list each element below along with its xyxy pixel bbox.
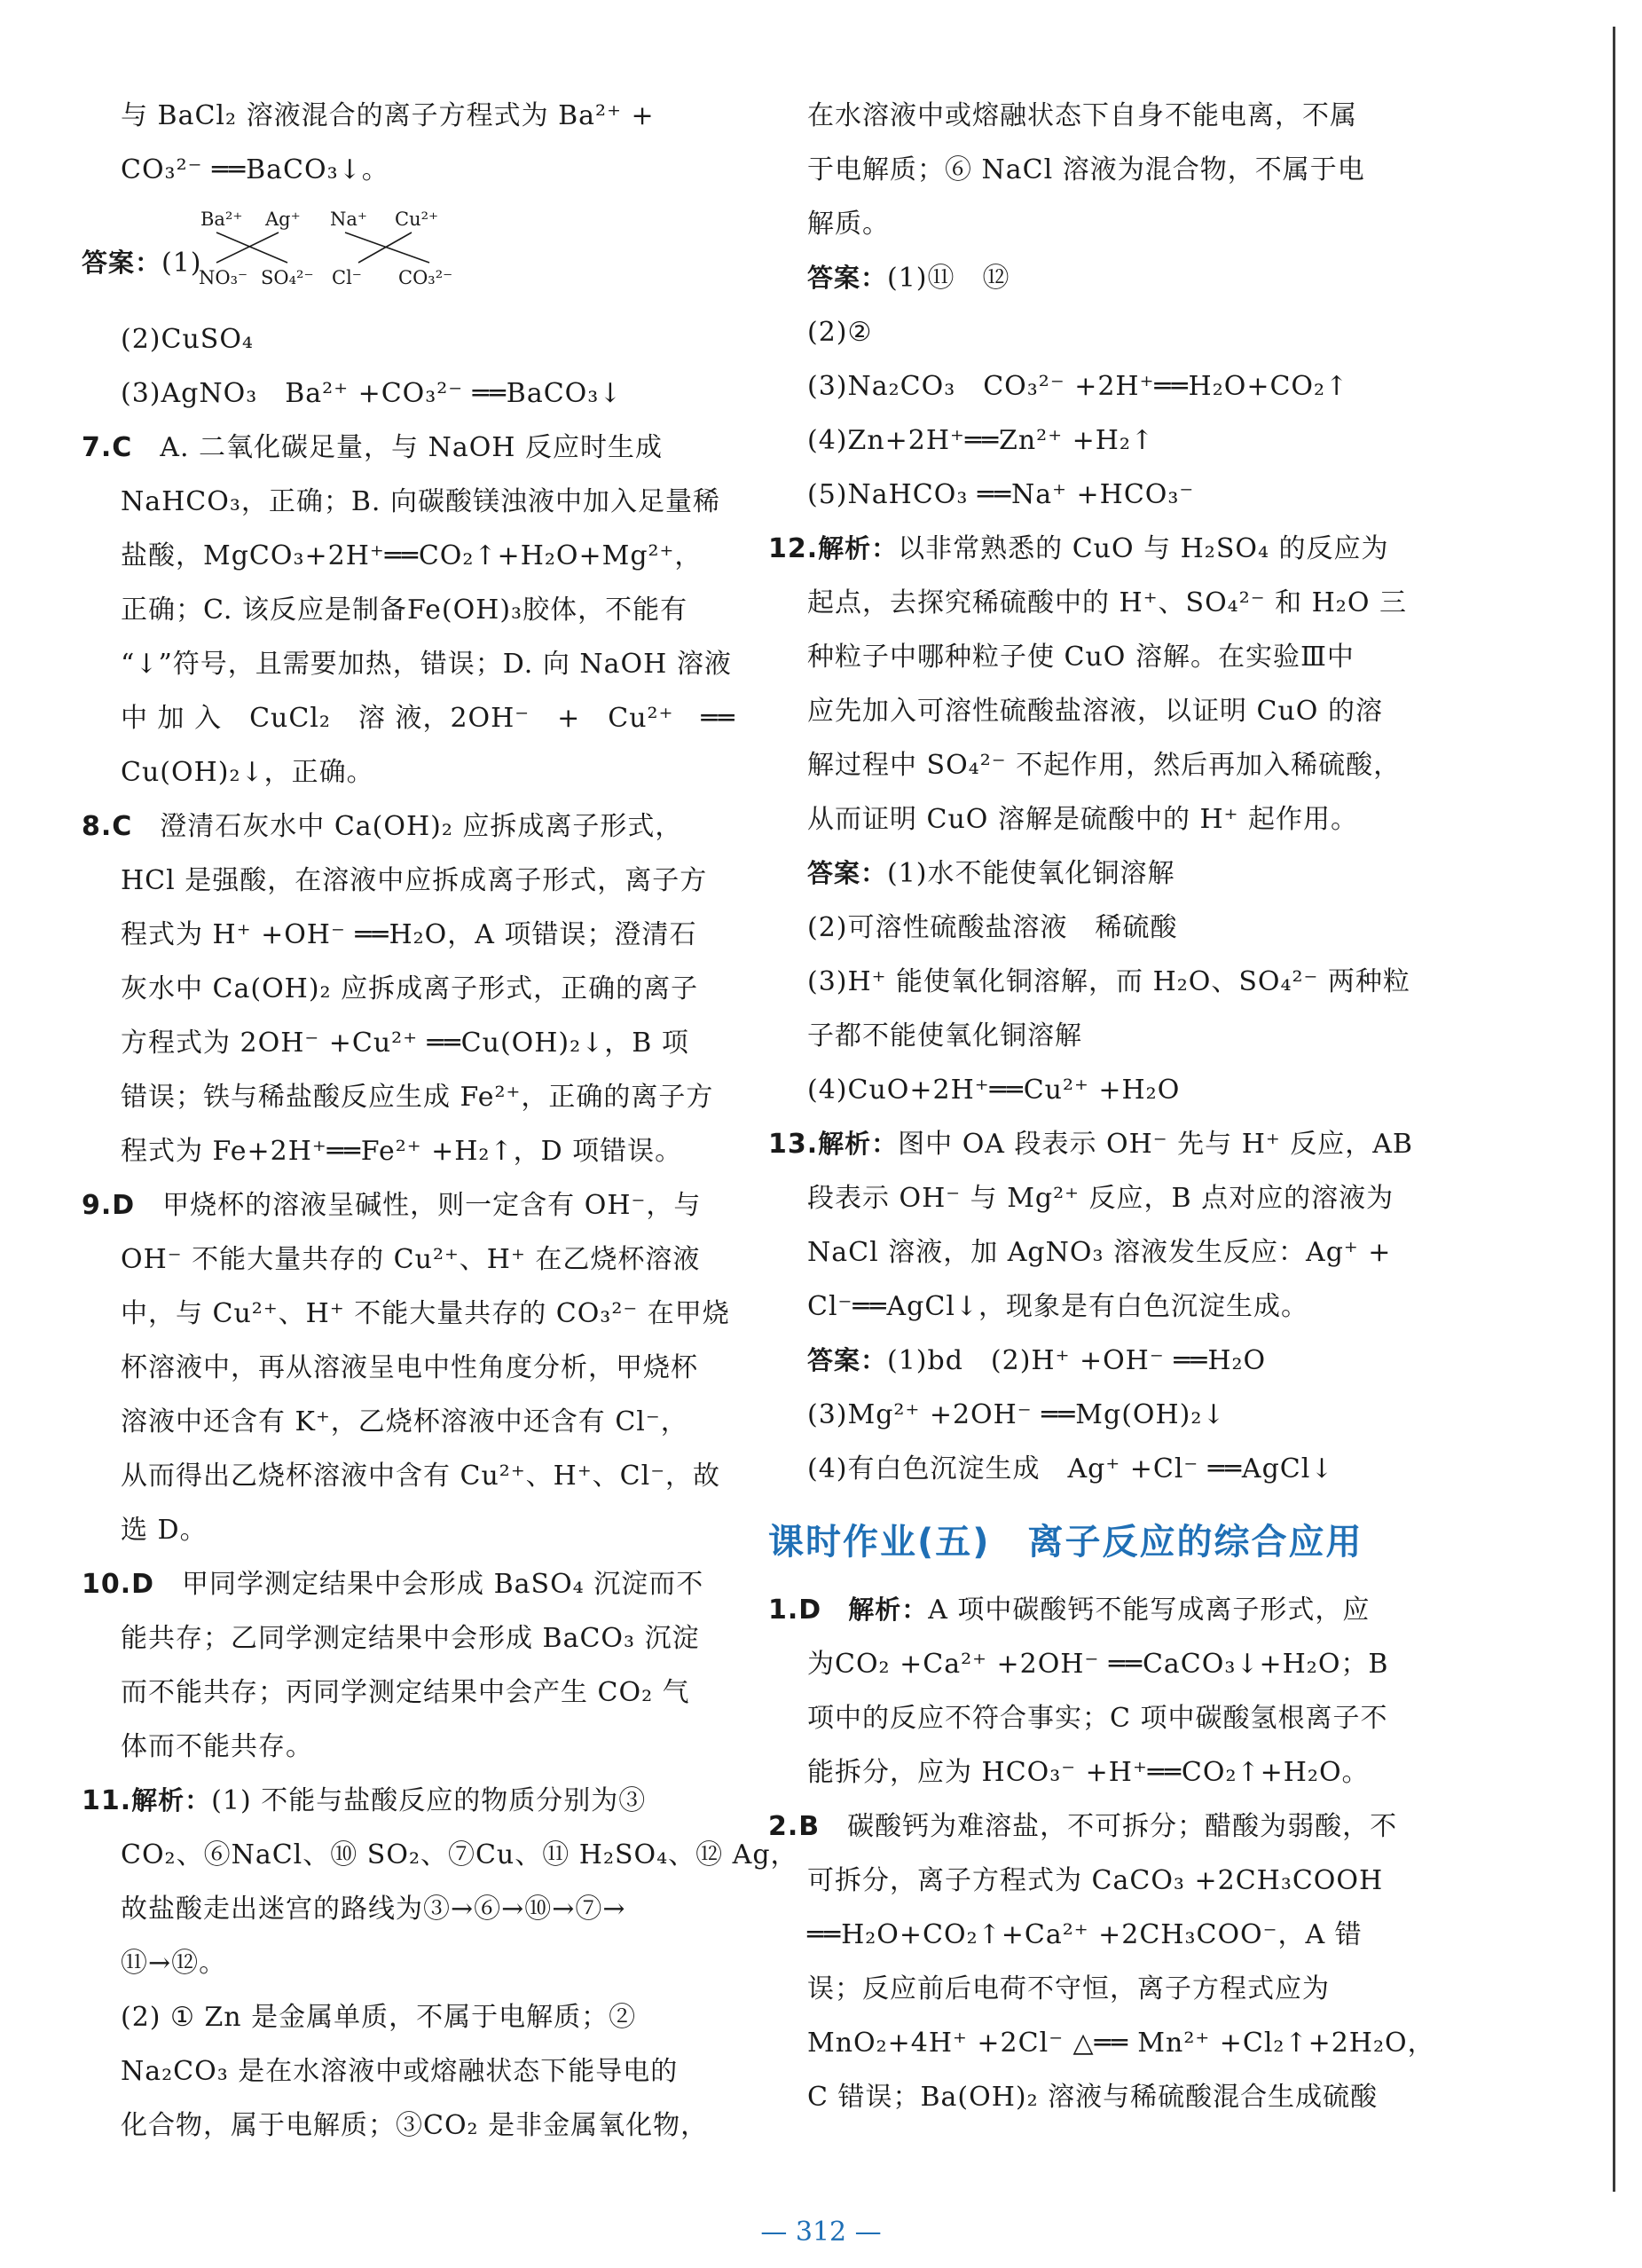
line-text: 从而得出乙烧杯溶液中含有 Cu²⁺、H⁺、Cl⁻，故 [121, 1461, 721, 1492]
question-number: 10.D [82, 1569, 155, 1600]
question-line [82, 1774, 703, 1828]
text-line [82, 1232, 703, 1287]
question-line [768, 1583, 1398, 1637]
line-text: OH⁻ 不能大量共存的 Cu²⁺、H⁺ 在乙烧杯溶液 [121, 1244, 701, 1275]
text-line [768, 955, 1410, 1009]
text-line [82, 908, 703, 962]
text-line [82, 1990, 703, 2044]
line-text: (4)CuO+2H⁺══Cu²⁺ +H₂O [807, 1075, 1181, 1106]
anion-label: SO₄²⁻ [261, 267, 314, 288]
line-text: 解质。 [807, 209, 890, 240]
line-text: 以非常熟悉的 CuO 与 H₂SO₄ 的反应为 [898, 533, 1389, 564]
line-text: 于电解质；⑥ NaCl 溶液为混合物，不属于电 [807, 154, 1365, 185]
line-text: (1)水不能使氧化铜溶解 [887, 858, 1175, 889]
text-line [82, 1341, 703, 1395]
text-line [768, 901, 1398, 955]
line-text: 解过程中 SO₄²⁻ 不起作用，然后再加入稀硫酸， [807, 750, 1402, 781]
line-text: 程式为 H⁺ +OH⁻ ══H₂O，A 项错误；澄清石 [121, 919, 697, 950]
text-line [768, 1442, 1398, 1496]
question-line [82, 1178, 703, 1232]
text-line [768, 143, 1398, 197]
page-number: — 312 — [760, 2217, 882, 2248]
anion-label: CO₃²⁻ [398, 267, 453, 288]
line-text: 起点，去探究稀硫酸中的 H⁺、SO₄²⁻ 和 H₂O 三 [807, 587, 1407, 618]
section-heading: 课时作业(五) 离子反应的综合应用 [768, 1522, 1363, 1563]
text-line [768, 2070, 1398, 2124]
text-line [768, 1908, 1398, 1962]
question-number: 7.C [82, 432, 133, 463]
line-text: (2)② [807, 317, 873, 348]
line-text: Na₂CO₃ 是在水溶液中或熔融状态下能导电的 [121, 2056, 679, 2087]
text-line [768, 684, 1398, 738]
answer-label: 解析： [821, 1595, 929, 1625]
question-line [82, 1557, 703, 1611]
line-text: (3)Na₂CO₃ CO₃²⁻ +2H⁺══H₂O+CO₂↑ [807, 371, 1349, 402]
line-text: “↓”符号，且需要加热，错误；D. 向 NaOH 溶液 [121, 649, 732, 680]
text-line [82, 529, 703, 583]
text-line [768, 1225, 1398, 1280]
line-text: 种粒子中哪种粒子使 CuO 溶解。在实验Ⅲ中 [807, 642, 1355, 673]
question-line [82, 799, 703, 854]
text-line [768, 1962, 1398, 2016]
line-text: 为CO₂ +Ca²⁺ +2OH⁻ ══CaCO₃↓+H₂O；B [807, 1649, 1389, 1680]
line-text: 从而证明 CuO 溶解是硫酸中的 H⁺ 起作用。 [807, 804, 1359, 835]
question-number: 13. [768, 1129, 819, 1160]
answer-label: 答案： [82, 248, 162, 278]
line-text: 碳酸钙为难溶盐，不可拆分；醋酸为弱酸，不 [820, 1811, 1398, 1842]
question-line [768, 1117, 1413, 1171]
line-text: 中，与 Cu²⁺、H⁺ 不能大量共存的 CO₃²⁻ 在甲烧 [121, 1298, 730, 1329]
text-line [768, 1063, 1398, 1117]
line-text: ══H₂O+CO₂↑+Ca²⁺ +2CH₃COO⁻，A 错 [807, 1919, 1363, 1950]
text-line [82, 1070, 714, 1124]
page-edge-divider [1613, 27, 1615, 2192]
text-line [768, 251, 1398, 305]
line-text: 澄清石灰水中 Ca(OH)₂ 应拆成离子形式， [132, 811, 683, 842]
line-text: 溶液中还含有 K⁺，乙烧杯溶液中还含有 Cl⁻， [121, 1406, 688, 1437]
line-text: (2)可溶性硫酸盐溶液 稀硫酸 [807, 912, 1178, 943]
line-text: NaCl 溶液，加 AgNO₃ 溶液发生反应：Ag⁺ + [807, 1237, 1392, 1268]
line-text: (5)NaHCO₃ ══Na⁺ +HCO₃⁻ [807, 479, 1195, 510]
line-text: (1)bd (2)H⁺ +OH⁻ ══H₂O [887, 1345, 1267, 1376]
line-text: 在水溶液中或熔融状态下自身不能电离，不属 [807, 100, 1357, 131]
text-line [768, 1171, 1398, 1225]
line-text: 故盐酸走出迷宫的路线为③→⑥→⑩→⑦→ [121, 1894, 626, 1925]
connector-line [358, 232, 412, 263]
text-line [82, 745, 703, 799]
line-text: MnO₂+4H⁺ +2Cl⁻ △══ Mn²⁺ +Cl₂↑+2H₂O， [807, 2028, 1435, 2059]
cation-label: Ag⁺ [265, 209, 301, 230]
text-line [768, 305, 1398, 359]
answer-label: 解析： [818, 533, 899, 563]
question-line [768, 522, 1398, 576]
text-line [768, 197, 1398, 251]
line-text: HCl 是强酸，在溶液中应拆成离子形式，离子方 [121, 865, 708, 896]
line-text: 能拆分，应为 HCO₃⁻ +H⁺══CO₂↑+H₂O。 [807, 1757, 1370, 1788]
line-text: 体而不能共存。 [121, 1731, 313, 1762]
text-line [768, 1637, 1398, 1691]
right-column [768, 89, 1435, 2124]
line-text: 可拆分，离子方程式为 CaCO₃ +2CH₃COOH [807, 1865, 1384, 1896]
line-text: 中 加 入 CuCl₂ 溶 液，2OH⁻ + Cu²⁺ ══ [121, 703, 735, 734]
cation-label: Cu²⁺ [395, 209, 439, 230]
answer-label: 答案： [807, 858, 888, 888]
text-line [82, 2099, 709, 2153]
line-text: (2) ① Zn 是金属单质，不属于电解质；② [121, 2002, 637, 2033]
text-line [768, 1745, 1398, 1799]
line-text: (1) 不能与盐酸反应的物质分别为③ [211, 1785, 647, 1816]
answer-label: 解析： [818, 1129, 899, 1159]
line-text: 子都不能使氧化铜溶解 [807, 1020, 1082, 1051]
ion-matching-diagram [82, 202, 703, 309]
text-line [768, 1388, 1398, 1442]
line-text: 误；反应前后电荷不守恒，离子方程式应为 [807, 1973, 1330, 2004]
text-line [82, 89, 703, 143]
text-line [82, 1720, 703, 1774]
line-text: (1)⑪ ⑫ [887, 263, 1010, 294]
text-line [82, 1936, 703, 1990]
text-line [768, 792, 1398, 847]
question-number: 12. [768, 533, 819, 564]
line-text: 图中 OA 段表示 OH⁻ 先与 H⁺ 反应，AB [898, 1129, 1413, 1160]
line-text: 与 BaCl₂ 溶液混合的离子方程式为 Ba²⁺ + [121, 100, 655, 131]
line-text: NaHCO₃，正确；B. 向碳酸镁浊液中加入足量稀 [121, 486, 720, 517]
question-number: 2.B [768, 1811, 821, 1842]
line-text: 灰水中 Ca(OH)₂ 应拆成离子形式，正确的离子 [121, 973, 699, 1004]
line-text: 甲烧杯的溶液呈碱性，则一定含有 OH⁻，与 [135, 1190, 702, 1221]
line-text: (2)CuSO₄ [121, 324, 254, 355]
text-line [768, 1854, 1398, 1908]
text-line [768, 468, 1398, 522]
line-text: 方程式为 2OH⁻ +Cu²⁺ ══Cu(OH)₂↓，B 项 [121, 1028, 689, 1059]
line-text: CO₂、⑥NaCl、⑩ SO₂、⑦Cu、⑪ H₂SO₄、⑫ Ag， [121, 1839, 798, 1870]
line-text: (3)H⁺ 能使氧化铜溶解，而 H₂O、SO₄²⁻ 两种粒 [807, 966, 1410, 997]
line-text: ⑪→⑫。 [121, 1948, 227, 1979]
text-line [768, 1334, 1398, 1388]
text-line [768, 1009, 1398, 1063]
question-number: 11. [82, 1785, 132, 1816]
text-line [82, 1124, 703, 1178]
line-text: C 错误；Ba(OH)₂ 溶液与稀硫酸混合生成硫酸 [807, 2082, 1379, 2113]
text-line [82, 1882, 703, 1936]
text-line [768, 630, 1398, 684]
text-line [82, 1016, 703, 1070]
line-text: 而不能共存；丙同学测定结果中会产生 CO₂ 气 [121, 1677, 690, 1708]
answer-label: 解析： [131, 1785, 212, 1815]
line-text: 杯溶液中，再从溶液呈电中性角度分析，甲烧杯 [121, 1352, 698, 1383]
question-line [768, 1799, 1398, 1854]
line-text: (3)AgNO₃ Ba²⁺ +CO₃²⁻ ══BaCO₃↓ [121, 378, 623, 409]
line-text: 错误；铁与稀盐酸反应生成 Fe²⁺，正确的离子方 [121, 1082, 714, 1113]
text-line [82, 2044, 703, 2099]
text-line [82, 1449, 721, 1503]
text-line [768, 2016, 1435, 2070]
line-text: 化合物，属于电解质；③CO₂ 是非金属氧化物， [121, 2110, 709, 2141]
anion-label: Cl⁻ [332, 267, 362, 288]
text-line [82, 312, 703, 366]
line-text: (4)Zn+2H⁺══Zn²⁺ +H₂↑ [807, 425, 1155, 456]
text-line [768, 89, 1398, 143]
text-line [82, 143, 703, 197]
line-text: 盐酸，MgCO₃+2H⁺══CO₂↑+H₂O+Mg²⁺， [121, 540, 703, 571]
text-line [82, 1666, 703, 1720]
question-number: 8.C [82, 811, 133, 842]
line-text: (4)有白色沉淀生成 Ag⁺ +Cl⁻ ══AgCl↓ [807, 1453, 1334, 1484]
answer-label: 答案： [807, 263, 888, 293]
text-line [82, 637, 732, 691]
question-number: 9.D [82, 1190, 136, 1221]
line-text: Cu(OH)₂↓，正确。 [121, 757, 374, 788]
item-number: (1) [161, 248, 202, 279]
text-line [768, 738, 1402, 792]
cation-label: Na⁺ [330, 209, 367, 230]
text-line [82, 1395, 703, 1449]
answer-label: 答案： [807, 1345, 888, 1375]
text-line [82, 1828, 798, 1882]
line-text: (3)Mg²⁺ +2OH⁻ ══Mg(OH)₂↓ [807, 1399, 1226, 1430]
text-line [82, 366, 703, 421]
text-line [768, 1691, 1398, 1745]
line-text: Cl⁻══AgCl↓，现象是有白色沉淀生成。 [807, 1291, 1309, 1322]
line-text: 应先加入可溶性硫酸盐溶液，以证明 CuO 的溶 [807, 696, 1383, 727]
connector-line [345, 232, 429, 263]
anion-label: NO₃⁻ [199, 267, 248, 288]
line-text: 项中的反应不符合事实；C 项中碳酸氢根离子不 [807, 1703, 1388, 1734]
line-text: 程式为 Fe+2H⁺══Fe²⁺ +H₂↑，D 项错误。 [121, 1136, 683, 1167]
line-text: 正确；C. 该反应是制备Fe(OH)₃胶体，不能有 [121, 595, 688, 626]
text-line [82, 1611, 703, 1666]
text-line [82, 1287, 730, 1341]
line-text: 段表示 OH⁻ 与 Mg²⁺ 反应，B 点对应的溶液为 [807, 1183, 1395, 1214]
line-text: 选 D。 [121, 1515, 208, 1546]
line-text: 能共存；乙同学测定结果中会形成 BaCO₃ 沉淀 [121, 1623, 700, 1654]
text-line [768, 1280, 1398, 1334]
text-line [768, 847, 1398, 901]
line-text: CO₃²⁻ ══BaCO₃↓。 [121, 154, 389, 185]
cation-label: Ba²⁺ [200, 209, 243, 230]
text-line [768, 576, 1407, 630]
text-line [82, 962, 703, 1016]
line-text: 甲同学测定结果中会形成 BaSO₄ 沉淀而不 [154, 1569, 704, 1600]
text-line [82, 691, 735, 745]
text-line [82, 475, 720, 529]
text-line [82, 854, 708, 908]
ion-diagram-svg [190, 202, 527, 300]
text-line [768, 359, 1398, 413]
line-text: A 项中碳酸钙不能写成离子形式，应 [928, 1595, 1371, 1626]
text-line [768, 413, 1398, 468]
text-line [82, 583, 703, 637]
line-text: A. 二氧化碳足量，与 NaOH 反应时生成 [132, 432, 663, 463]
question-line [82, 421, 703, 475]
question-number: 1.D [768, 1595, 822, 1626]
text-line [82, 1503, 703, 1557]
